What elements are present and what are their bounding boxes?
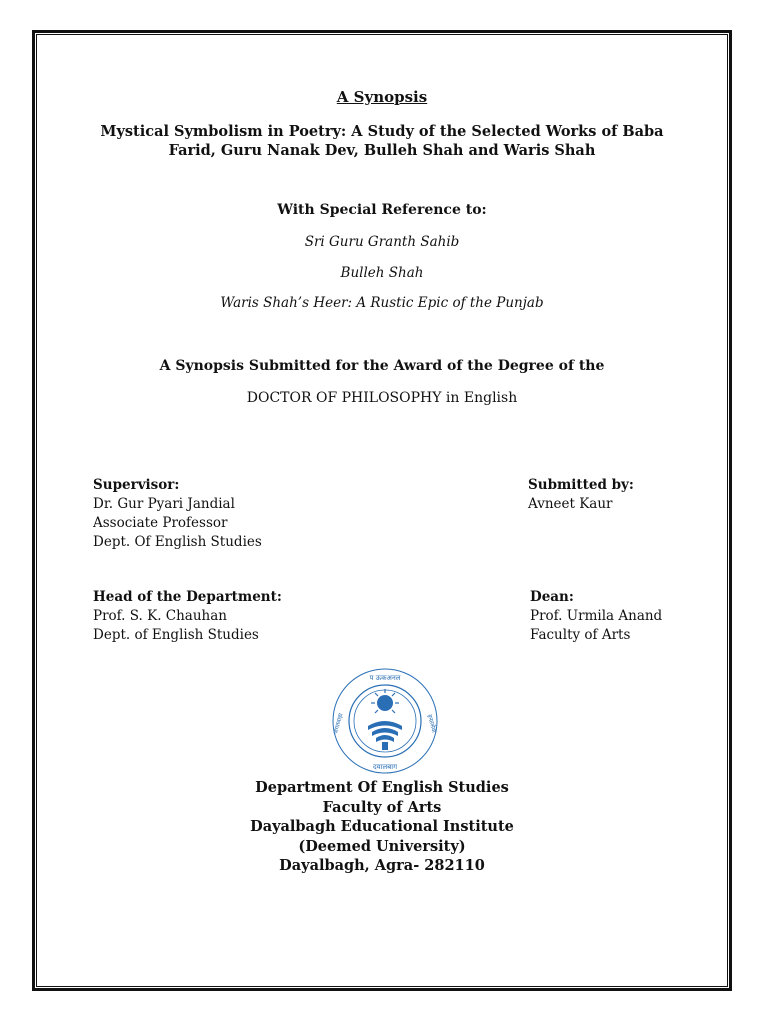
thesis-topic	[32, 122, 732, 160]
reference-heading: With Special Reference to:	[277, 202, 487, 218]
seal-right-text: इनतसेवा	[425, 713, 438, 734]
address-block	[32, 778, 732, 876]
dean-label: Dean:	[530, 589, 574, 605]
supervisor-label: Supervisor:	[93, 477, 180, 493]
award-line: A Synopsis Submitted for the Award of the Degree of the	[159, 358, 605, 374]
thesis-topic-line1: Mystical Symbolism in Poetry: A Study of the Selected Works of Baba	[100, 123, 664, 140]
address-line-deemed: (Deemed University)	[298, 837, 466, 855]
head-name: Prof. S. K. Chauhan	[93, 608, 227, 624]
thesis-topic-line2: Farid, Guru Nanak Dev, Bulleh Shah and Waris Shah	[168, 142, 596, 159]
submitted-by-label: Submitted by:	[528, 477, 634, 493]
seal-left-text: जगतवाड़ा	[332, 712, 345, 735]
seal-top-text: प ऊकअनल	[369, 674, 401, 682]
reference-item-3: Waris Shah’s Heer: A Rustic Epic of the Punjab	[220, 295, 544, 311]
document-title: A Synopsis	[336, 88, 428, 106]
address-line-dept: Department Of English Studies	[255, 779, 509, 796]
dean-name: Prof. Urmila Anand	[530, 608, 663, 624]
head-dept: Dept. of English Studies	[93, 627, 259, 643]
supervisor-role: Associate Professor	[93, 515, 228, 531]
supervisor-name: Dr. Gur Pyari Jandial	[93, 496, 235, 512]
submitted-by-name: Avneet Kaur	[528, 496, 613, 512]
supervisor-dept: Dept. Of English Studies	[93, 534, 262, 550]
reference-item-1: Sri Guru Granth Sahib	[304, 234, 460, 250]
head-of-department-block	[93, 588, 282, 645]
dean-dept: Faculty of Arts	[530, 627, 631, 643]
head-label: Head of the Department:	[93, 589, 282, 605]
seal-bottom-text: दयालबाग	[372, 763, 398, 771]
reference-item-2: Bulleh Shah	[340, 265, 424, 281]
submitted-by-block	[528, 476, 634, 514]
address-line-institute: Dayalbagh Educational Institute	[250, 818, 514, 835]
dean-block	[530, 588, 662, 645]
degree-line: DOCTOR OF PHILOSOPHY in English	[246, 390, 518, 406]
address-line-city: Dayalbagh, Agra- 282110	[279, 857, 485, 874]
supervisor-block	[93, 476, 262, 552]
university-seal-icon	[330, 666, 440, 776]
address-line-faculty: Faculty of Arts	[322, 798, 442, 816]
